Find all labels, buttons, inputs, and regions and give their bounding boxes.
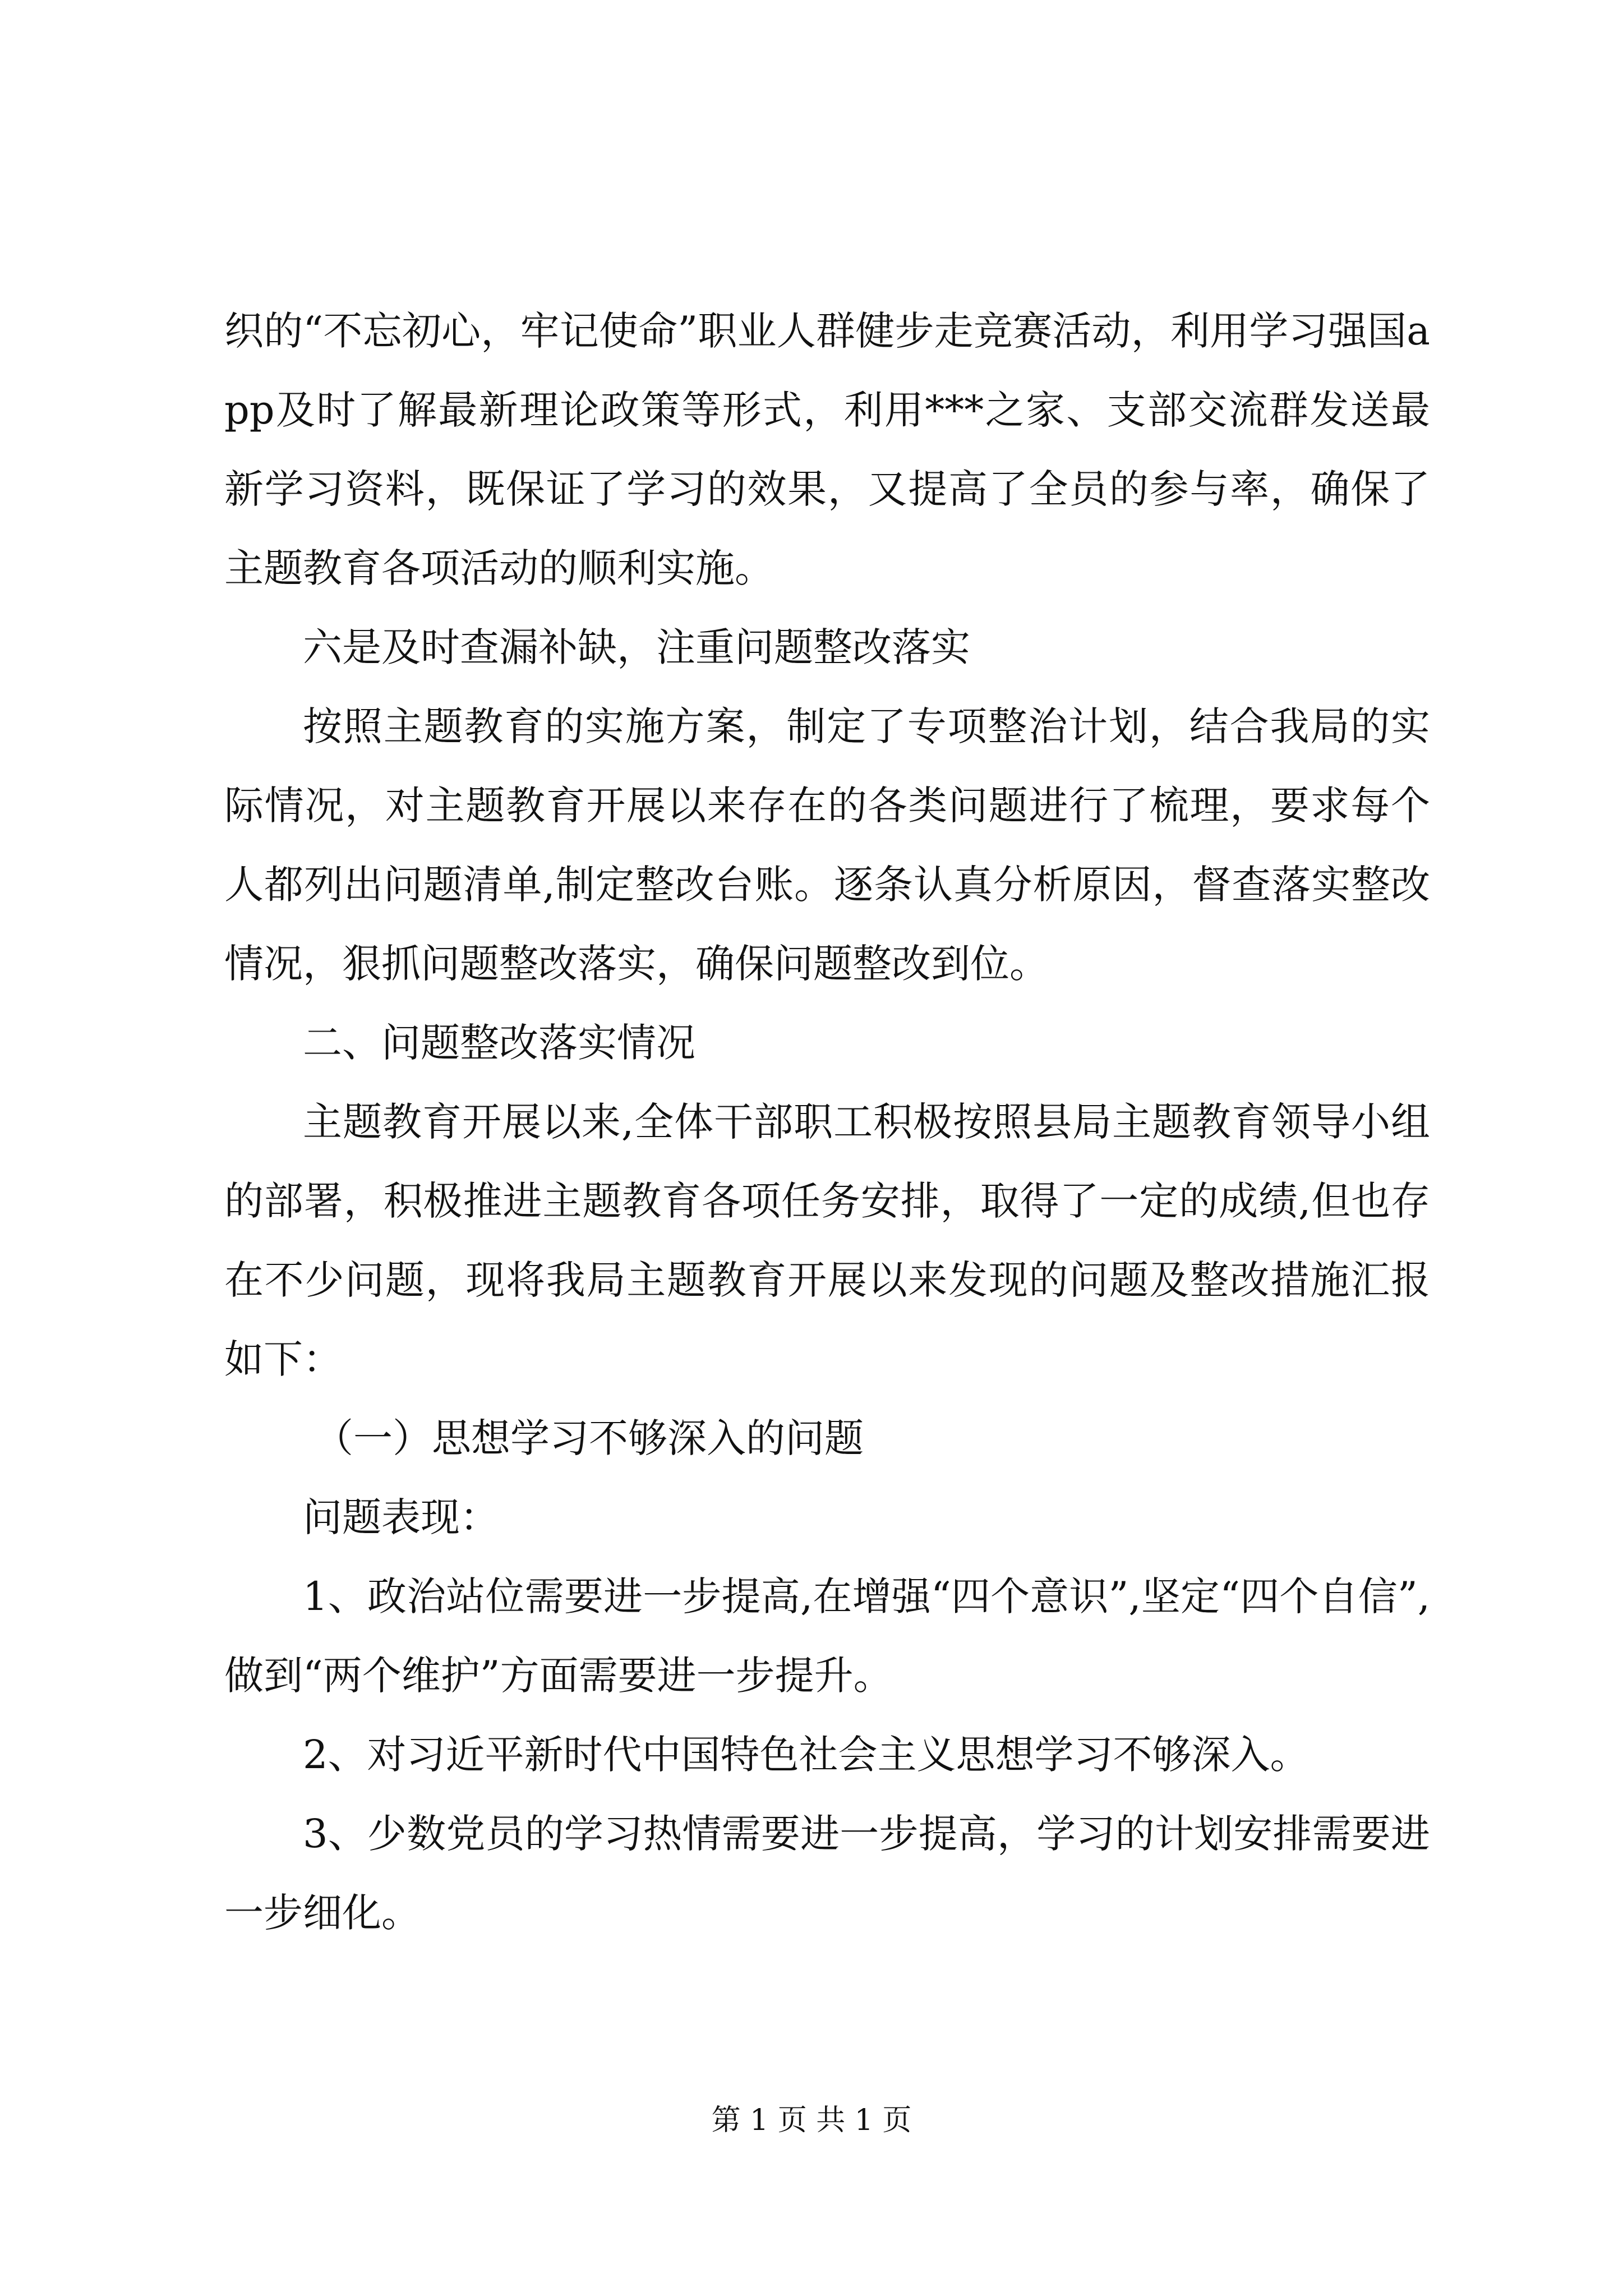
problem-item-1: 1、政治站位需要进一步提高,在增强“四个意识”,坚定“四个自信”,做到“两个维护”方面需要进一步提升。 [224,1573,1430,1699]
document-body [224,292,1430,1953]
paragraph-rectification-plan: 按照主题教育的实施方案，制定了专项整治计划，结合我局的实际情况，对主题教育开展以来存在的各类问题进行了梳理，要求每个人都列出问题清单,制定整改台账。逐条认真分析原因，督查落实整改情况，狠抓问题整改落实，确保问题整改到位。 [224,703,1430,987]
section-heading-two: 二、问题整改落实情况 [303,1020,695,1066]
page-footer: 第 1 页 共 1 页 [711,2104,912,2137]
problem-item-3: 3、少数党员的学习热情需要进一步提高，学习的计划安排需要进一步细化。 [224,1811,1430,1936]
paragraph-continuation: 织的“不忘初心，牢记使命”职业人群健步走竞赛活动，利用学习强国app及时了解最新理论政策等形式，利用***之家、支部交流群发送最新学习资料，既保证了学习的效果，又提高了全员的参与率，确保了主题教育各项活动的顺利实施。 [224,308,1430,591]
problem-item-2: 2、对习近平新时代中国特色社会主义思想学习不够深入。 [303,1732,1310,1778]
paragraph-overview: 主题教育开展以来,全体干部职工积极按照县局主题教育领导小组的部署，积极推进主题教育各项任务安排，取得了一定的成绩,但也存在不少问题，现将我局主题教育开展以来发现的问题及整改措施汇报如下： [224,1099,1430,1382]
section-heading-six: 六是及时查漏补缺，注重问题整改落实 [303,624,970,670]
problem-label: 问题表现： [303,1494,499,1540]
subsection-heading-one: （一）思想学习不够深入的问题 [314,1415,864,1461]
